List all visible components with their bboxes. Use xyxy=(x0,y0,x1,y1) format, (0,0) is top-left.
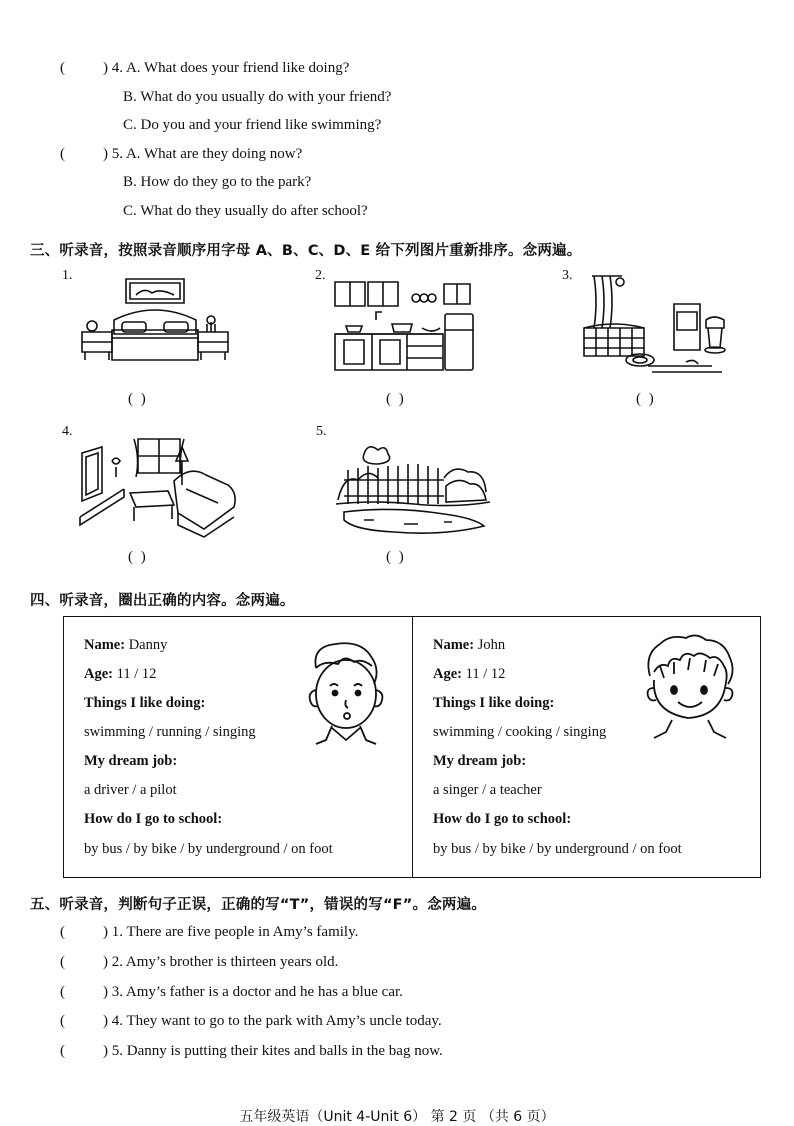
age-options: 11 / 12 xyxy=(116,666,157,682)
school-options: by bus / by bike / by underground / on foot xyxy=(433,841,682,857)
school-label: How do I go to school: xyxy=(84,811,223,827)
picture-number: 5. xyxy=(316,424,327,439)
option-a: A. What does your friend like doing? xyxy=(125,60,350,76)
answer-paren-close: ) xyxy=(103,60,108,76)
bedroom-icon xyxy=(78,276,228,366)
likes-options: swimming / cooking / singing xyxy=(433,724,607,740)
boy-face-icon xyxy=(302,640,392,748)
picture-number: 1. xyxy=(62,268,73,283)
school-label: How do I go to school: xyxy=(433,811,572,827)
answer-blank[interactable]: ( ) xyxy=(128,549,148,565)
likes-label: Things I like doing: xyxy=(84,695,206,711)
name-label: Name: xyxy=(84,637,126,653)
option-c: C. Do you and your friend like swimming? xyxy=(123,117,382,133)
section-5-title: 五、听录音，判断句子正误，正确的写“T”，错误的写“F”。念两遍。 xyxy=(30,897,487,913)
answer-paren-open: ( xyxy=(60,60,65,76)
likes-options: swimming / running / singing xyxy=(84,724,256,740)
picture-number: 4. xyxy=(62,424,73,439)
answer-paren-open: ( xyxy=(60,146,65,162)
option-a: A. What are they doing now? xyxy=(125,146,303,162)
option-b: B. How do they go to the park? xyxy=(123,174,312,190)
job-label: My dream job: xyxy=(433,753,527,769)
page-footer: 五年级英语（Unit 4-Unit 6） 第 2 页 （共 6 页） xyxy=(239,1109,555,1125)
job-options: a singer / a teacher xyxy=(433,782,542,798)
kitchen-icon xyxy=(332,280,477,372)
name-label: Name: xyxy=(433,637,475,653)
question-number: 5. xyxy=(111,146,123,162)
smiling-boy-icon xyxy=(640,632,740,742)
answer-blank[interactable]: ( ) xyxy=(636,391,656,407)
garden-icon xyxy=(334,440,492,538)
age-label: Age: xyxy=(433,666,462,682)
true-false-item: ( ) 4. They want to go to the park with Amy’s uncle today. xyxy=(60,1013,442,1029)
school-options: by bus / by bike / by underground / on foot xyxy=(84,841,333,857)
picture-number: 3. xyxy=(562,268,573,283)
answer-blank[interactable]: ( ) xyxy=(386,549,406,565)
name-value: John xyxy=(477,637,506,653)
age-options: 11 / 12 xyxy=(465,666,506,682)
true-false-item: ( ) 2. Amy’s brother is thirteen years old. xyxy=(60,954,339,970)
age-label: Age: xyxy=(84,666,113,682)
name-value: Danny xyxy=(128,637,168,653)
likes-label: Things I like doing: xyxy=(433,695,555,711)
job-options: a driver / a pilot xyxy=(84,782,177,798)
job-label: My dream job: xyxy=(84,753,178,769)
answer-blank[interactable]: ( ) xyxy=(128,391,148,407)
true-false-item: ( ) 5. Danny is putting their kites and balls in the bag now. xyxy=(60,1043,443,1059)
section-4-title: 四、听录音，圈出正确的内容。念两遍。 xyxy=(30,593,295,609)
true-false-item: ( ) 3. Amy’s father is a doctor and he has a blue car. xyxy=(60,984,403,1000)
picture-number: 2. xyxy=(315,268,326,283)
answer-paren-close: ) xyxy=(103,146,108,162)
true-false-item: ( ) 1. There are five people in Amy’s family. xyxy=(60,924,359,940)
option-c: C. What do they usually do after school? xyxy=(123,203,368,219)
question-number: 4. xyxy=(111,60,123,76)
living-room-icon xyxy=(78,433,240,535)
bathroom-icon xyxy=(582,272,734,376)
table-divider xyxy=(412,616,413,878)
answer-blank[interactable]: ( ) xyxy=(386,391,406,407)
option-b: B. What do you usually do with your friend? xyxy=(123,89,392,105)
section-3-title: 三、听录音，按照录音顺序用字母 A、B、C、D、E 给下列图片重新排序。念两遍。 xyxy=(30,243,582,259)
